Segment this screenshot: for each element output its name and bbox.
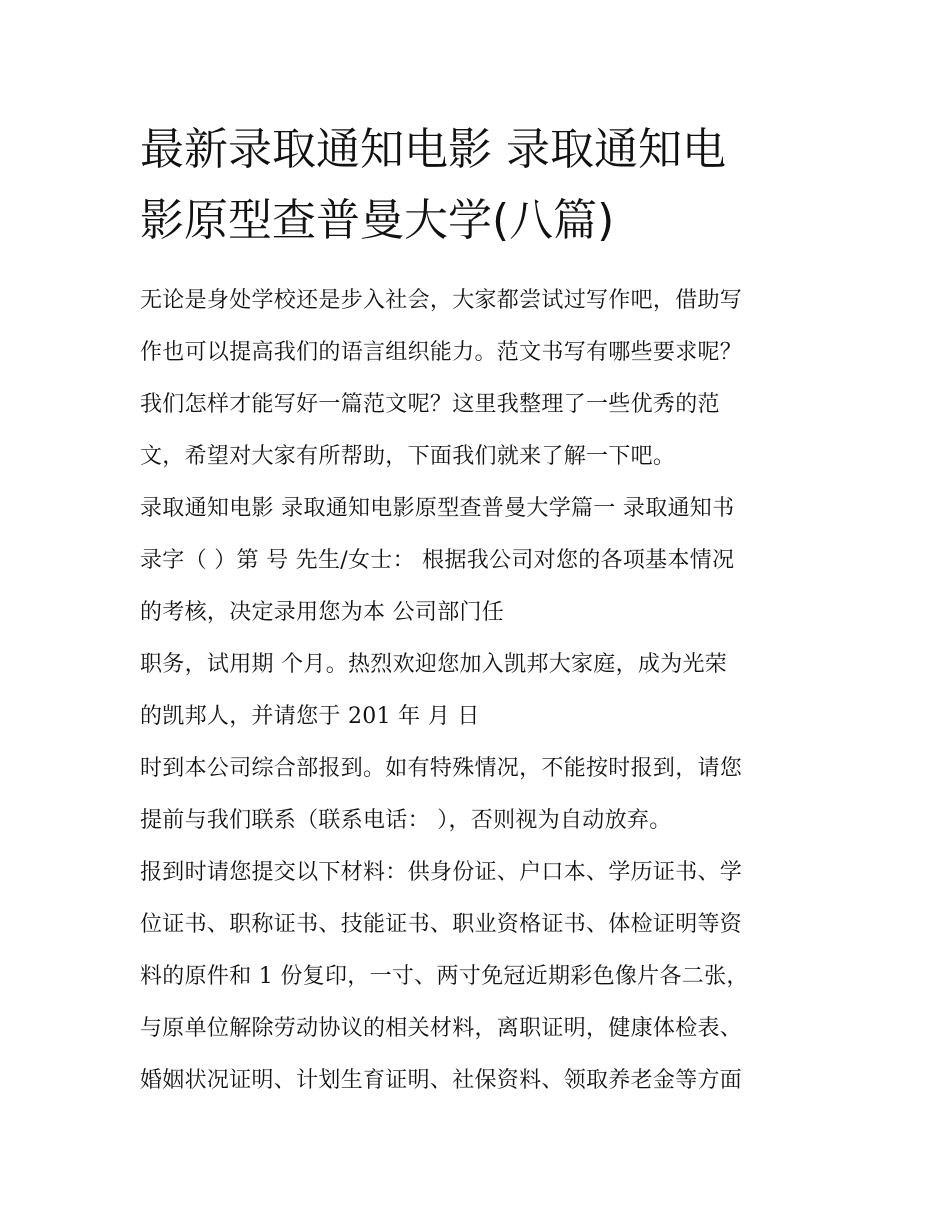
body-line: 职务，试用期 个月。热烈欢迎您加入凯邦大家庭，成为光荣 xyxy=(140,652,728,677)
body-line: 婚姻状况证明、计划生育证明、社保资料、领取养老金等方面 xyxy=(140,1068,743,1093)
body-line: 我们怎样才能写好一篇范文呢？这里我整理了一些优秀的范 xyxy=(140,392,720,417)
body-line: 位证书、职称证书、技能证书、职业资格证书、体检证明等资 xyxy=(140,912,743,937)
body-line: 时到本公司综合部报到。如有特殊情况，不能按时报到，请您 xyxy=(140,756,743,781)
title-line: 最新录取通知电影 录取通知电 xyxy=(140,124,726,175)
body-line: 的凯邦人，并请您于 201 年 月 日 xyxy=(140,704,480,729)
title-line: 影原型查普曼大学(八篇) xyxy=(140,195,615,246)
body-line: 报到时请您提交以下材料：供身份证、户口本、学历证书、学 xyxy=(140,860,743,885)
body-line: 文，希望对大家有所帮助，下面我们就来了解一下吧。 xyxy=(140,444,676,469)
body-line: 料的原件和 1 份复印，一寸、两寸免冠近期彩色像片各二张， xyxy=(140,964,749,989)
body-line: 录字（ ）第 号 先生/女士： 根据我公司对您的各项基本情况 xyxy=(140,548,735,573)
body-line: 无论是身处学校还是步入社会，大家都尝试过写作吧，借助写 xyxy=(140,288,743,313)
body-text xyxy=(140,284,815,1116)
document-body xyxy=(140,284,815,1116)
body-line: 录取通知电影 录取通知电影原型查普曼大学篇一 录取通知书 xyxy=(140,496,735,521)
body-line: 作也可以提高我们的语言组织能力。范文书写有哪些要求呢？ xyxy=(140,340,743,365)
body-line: 与原单位解除劳动协议的相关材料，离职证明，健康体检表、 xyxy=(140,1016,743,1041)
body-line: 的考核，决定录用您为本 公司部门任 xyxy=(140,600,505,625)
document-title xyxy=(140,114,820,256)
body-line: 提前与我们联系（联系电话： ），否则视为自动放弃。 xyxy=(140,808,672,833)
